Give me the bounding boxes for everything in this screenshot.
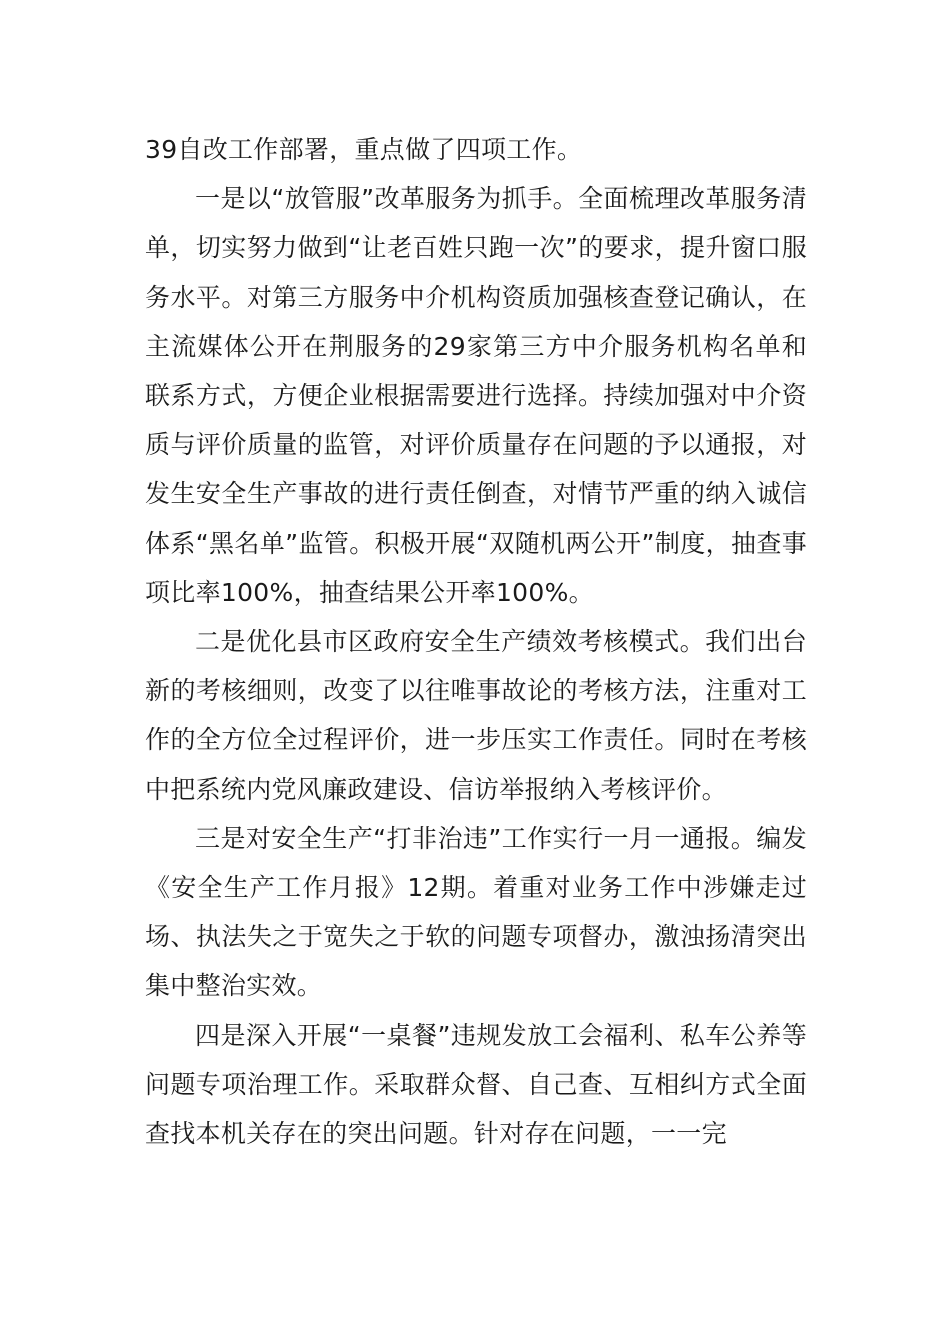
paragraph-5: 四是深入开展“一桌餐”违规发放工会福利、私车公养等问题专项治理工作。采取群众督、自己查、互相纠方式全面查找本机关存在的突出问题。针对存在问题，一一完 <box>145 1020 807 1149</box>
paragraph-2: 一是以“放管服”改革服务为抓手。全面梳理改革服务清单，切实努力做到“让老百姓只跑一次”的要求，提升窗口服务水平。对第三方服务中介机构资质加强核查登记确认，在主流媒体公开在荆服务的29家第三方中介服务机构名单和联系方式，方便企业根据需要进行选择。持续加强对中介资质与评价质量的监管，对评价质量存在问题的予以通报，对发生安全生产事故的进行责任倒查，对情节严重的纳入诚信体系“黑名单”监管。积极开展“双随机两公开”制度，抽查事项比率100%，抽查结果公开率100%。 <box>145 184 807 607</box>
paragraph-4: 三是对安全生产“打非治违”工作实行一月一通报。编发《安全生产工作月报》12期。着重对业务工作中涉嫌走过场、执法失之于宽失之于软的问题专项督办，激浊扬清突出集中整治实效。 <box>145 823 807 1001</box>
paragraph-3: 二是优化县市区政府安全生产绩效考核模式。我们出台新的考核细则，改变了以往唯事故论的考核方法，注重对工作的全方位全过程评价，进一步压实工作责任。同时在考核中把系统内党风廉政建设、信访举报纳入考核评价。 <box>145 627 807 804</box>
paragraph-1: 39自改工作部署，重点做了四项工作。 <box>145 135 583 164</box>
document-body <box>145 125 807 1158</box>
